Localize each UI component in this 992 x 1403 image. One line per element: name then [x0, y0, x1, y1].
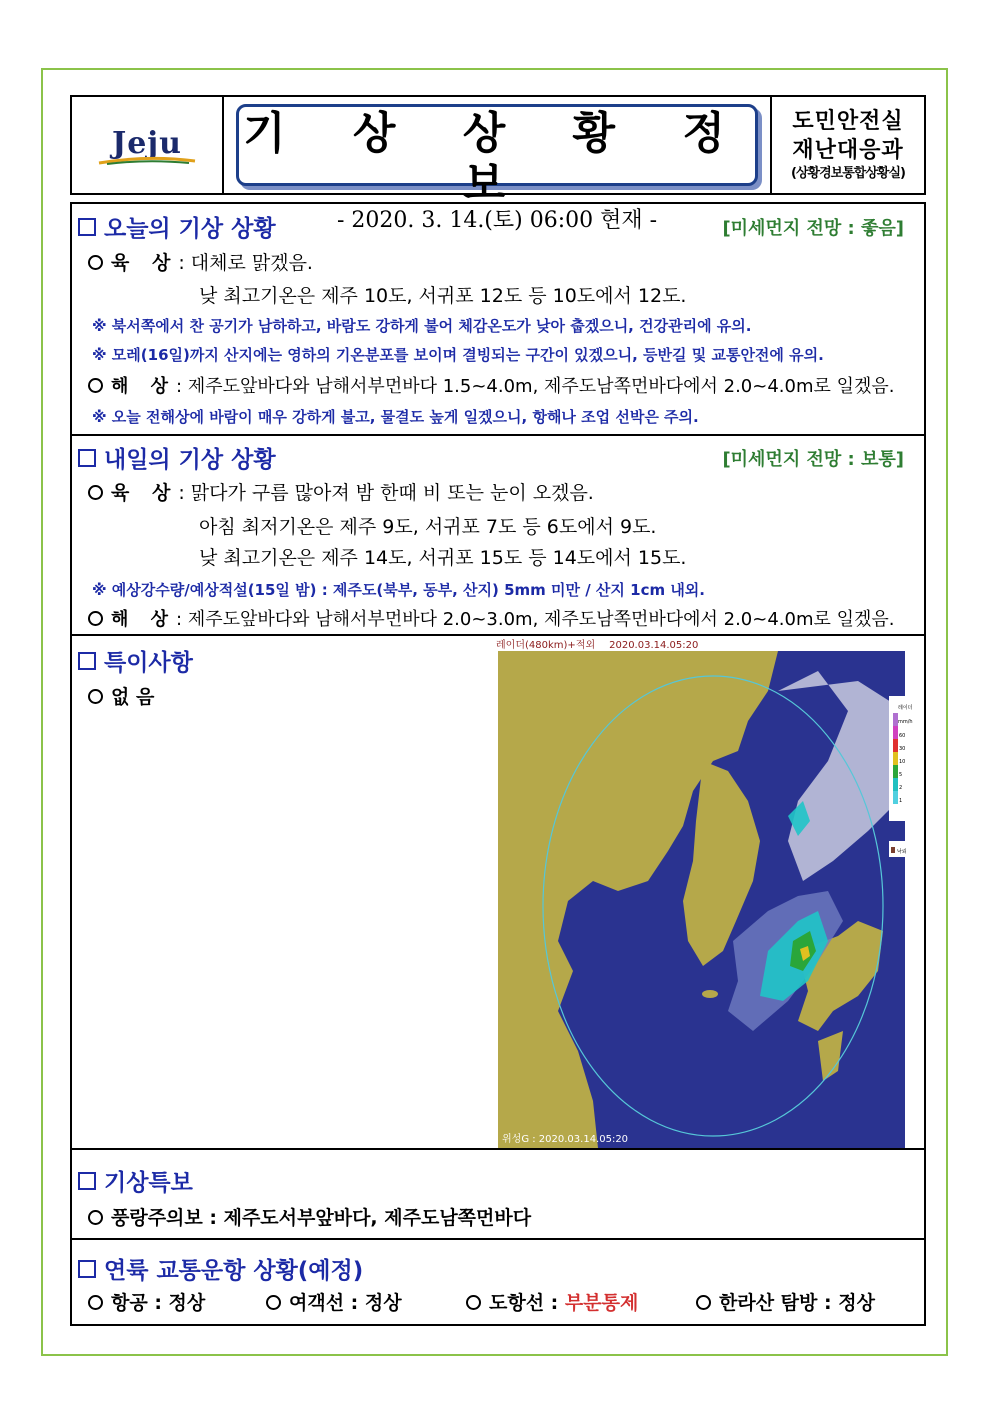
- logo-swoosh-icon: [97, 157, 197, 165]
- tomorrow-sea-label: 해 상: [111, 609, 177, 630]
- circle-bullet-icon: [466, 1295, 481, 1310]
- warning-item-text: 풍랑주의보 : 제주도서부앞바다, 제주도남쪽먼바다: [111, 1207, 532, 1229]
- traffic-ferry-value: 정상: [364, 1292, 402, 1314]
- today-dust: [미세먼지 전망 : 좋음]: [722, 218, 904, 239]
- traffic-ferry-label: 여객선 :: [289, 1292, 365, 1314]
- today-title: [78, 210, 276, 243]
- checkbox-square-icon: [78, 1172, 96, 1190]
- legend-value: 30: [899, 746, 906, 752]
- today-note3: ※ 오늘 전해상에 바람이 매우 강하게 불고, 물결도 높게 일겠으니, 항해나 조업 선박은 주의.: [92, 408, 699, 426]
- today-land-line2: 낮 최고기온은 제주 10도, 서귀포 12도 등 10도에서 12도.: [199, 285, 687, 307]
- traffic-air: [88, 1288, 205, 1315]
- today-sea-label: 해 상: [111, 376, 177, 397]
- report-date: - 2020. 3. 14.(토) 06:00 현재 -: [336, 208, 658, 233]
- legend-value: 1: [899, 798, 903, 804]
- circle-bullet-icon: [88, 689, 103, 704]
- special-item: [88, 682, 154, 709]
- traffic-island-value: 부분통제: [564, 1292, 639, 1314]
- today-land-text: : 대체로 맑겠음.: [178, 252, 313, 274]
- legend-value: 5: [899, 772, 903, 778]
- warning-section: [72, 1150, 924, 1240]
- circle-bullet-icon: [88, 1210, 103, 1225]
- tomorrow-land-text: : 맑다가 구름 많아져 밤 한때 비 또는 눈이 오겠음.: [178, 482, 594, 504]
- radar-image: [496, 636, 913, 1148]
- special-title: [78, 644, 193, 677]
- report-body: [70, 202, 926, 1326]
- dept-name-1: 도민안전실: [792, 109, 904, 134]
- tomorrow-sea-text: : 제주도앞바다와 남해서부먼바다 2.0~3.0m, 제주도남쪽먼바다에서 2.0~4.0m로 일겠음.: [176, 609, 895, 630]
- warning-item: [88, 1203, 531, 1230]
- traffic-hallasan: [696, 1288, 875, 1315]
- traffic-air-label: 항공 :: [111, 1292, 169, 1314]
- today-land-label: 육 상: [111, 252, 179, 274]
- department-cell: [772, 97, 924, 193]
- circle-bullet-icon: [88, 1295, 103, 1310]
- circle-bullet-icon: [266, 1295, 281, 1310]
- today-note2: ※ 모레(16일)까지 산지에는 영하의 기온분포를 보이며 결빙되는 구간이 있겠으니, 등반길 및 교통안전에 유의.: [92, 346, 824, 364]
- radar-header: [496, 636, 698, 651]
- circle-bullet-icon: [88, 255, 103, 270]
- traffic-hallasan-label: 한라산 탐방 :: [719, 1292, 839, 1314]
- traffic-air-value: 정상: [168, 1292, 206, 1314]
- special-section: [72, 636, 924, 1150]
- tomorrow-title: [78, 441, 276, 474]
- satellite-radar-map: [498, 651, 913, 1148]
- circle-bullet-icon: [88, 611, 103, 626]
- tomorrow-note1: ※ 예상강수량/예상적설(15일 밤) : 제주도(북부, 동부, 산지) 5mm 미만 / 산지 1cm 내외.: [92, 581, 705, 599]
- title-cell: [224, 97, 772, 233]
- legend-title: 레이더: [898, 705, 913, 711]
- logo-cell: [72, 97, 224, 193]
- today-sea-line: [88, 372, 894, 398]
- legend-lightning: 낙뢰: [897, 849, 907, 855]
- title-box: [236, 104, 758, 233]
- circle-bullet-icon: [88, 485, 103, 500]
- today-sea-text: : 제주도앞바다와 남해서부먼바다 1.5~4.0m, 제주도남쪽먼바다에서 2.0~4.0m로 일겠음.: [176, 376, 895, 397]
- legend-value: 10: [899, 759, 906, 765]
- today-note1: ※ 북서쪽에서 찬 공기가 남하하고, 바람도 강하게 불어 체감온도가 낮아 춥겠으니, 건강관리에 유의.: [92, 317, 752, 335]
- legend-value: 2: [899, 785, 903, 791]
- radar-header-label: 레이더(480km)+적외: [496, 640, 596, 651]
- dept-name-3: (상황경보통합상황실): [791, 166, 905, 181]
- legend-unit: mm/h: [898, 719, 913, 725]
- circle-bullet-icon: [696, 1295, 711, 1310]
- traffic-island-label: 도항선 :: [489, 1292, 565, 1314]
- checkbox-square-icon: [78, 1260, 96, 1278]
- radar-header-time: 2020.03.14.05:20: [609, 640, 699, 651]
- traffic-section: [72, 1240, 924, 1324]
- traffic-hallasan-value: 정상: [838, 1292, 875, 1314]
- tomorrow-sea-line: [88, 605, 894, 631]
- warning-title-text: 기상특보: [104, 1170, 193, 1196]
- tomorrow-land-line1: [88, 478, 594, 505]
- traffic-island-ferry: [466, 1288, 638, 1315]
- checkbox-square-icon: [78, 652, 96, 670]
- tomorrow-land-line3: 낮 최고기온은 제주 14도, 서귀포 15도 등 14도에서 15도.: [199, 547, 687, 569]
- checkbox-square-icon: [78, 449, 96, 467]
- special-title-text: 특이사항: [104, 650, 193, 676]
- tomorrow-land-label: 육 상: [111, 482, 179, 504]
- today-title-text: 오늘의 기상 상황: [104, 216, 276, 242]
- today-land-line1: [88, 248, 313, 275]
- tomorrow-title-text: 내일의 기상 상황: [104, 447, 276, 473]
- today-section: [72, 204, 924, 436]
- radar-footer: 위성G : 2020.03.14.05:20: [502, 1134, 629, 1145]
- tomorrow-land-line2: 아침 최저기온은 제주 9도, 서귀포 7도 등 6도에서 9도.: [199, 516, 657, 538]
- traffic-ferry: [266, 1288, 402, 1315]
- warning-title: [78, 1164, 193, 1197]
- jeju-logo: Jeju: [112, 125, 182, 161]
- traffic-title-text: 연륙 교통운항 상황(예정): [104, 1258, 364, 1284]
- dept-name-2: 재난대응과: [792, 138, 904, 163]
- checkbox-square-icon: [78, 218, 96, 236]
- circle-bullet-icon: [88, 378, 103, 393]
- legend-value: 60: [899, 733, 906, 739]
- traffic-title: [78, 1252, 363, 1285]
- tomorrow-dust: [미세먼지 전망 : 보통]: [722, 449, 904, 470]
- page-title: 기 상 상 황 정 보: [243, 108, 751, 209]
- tomorrow-section: [72, 436, 924, 636]
- special-item-text: 없 음: [111, 686, 155, 708]
